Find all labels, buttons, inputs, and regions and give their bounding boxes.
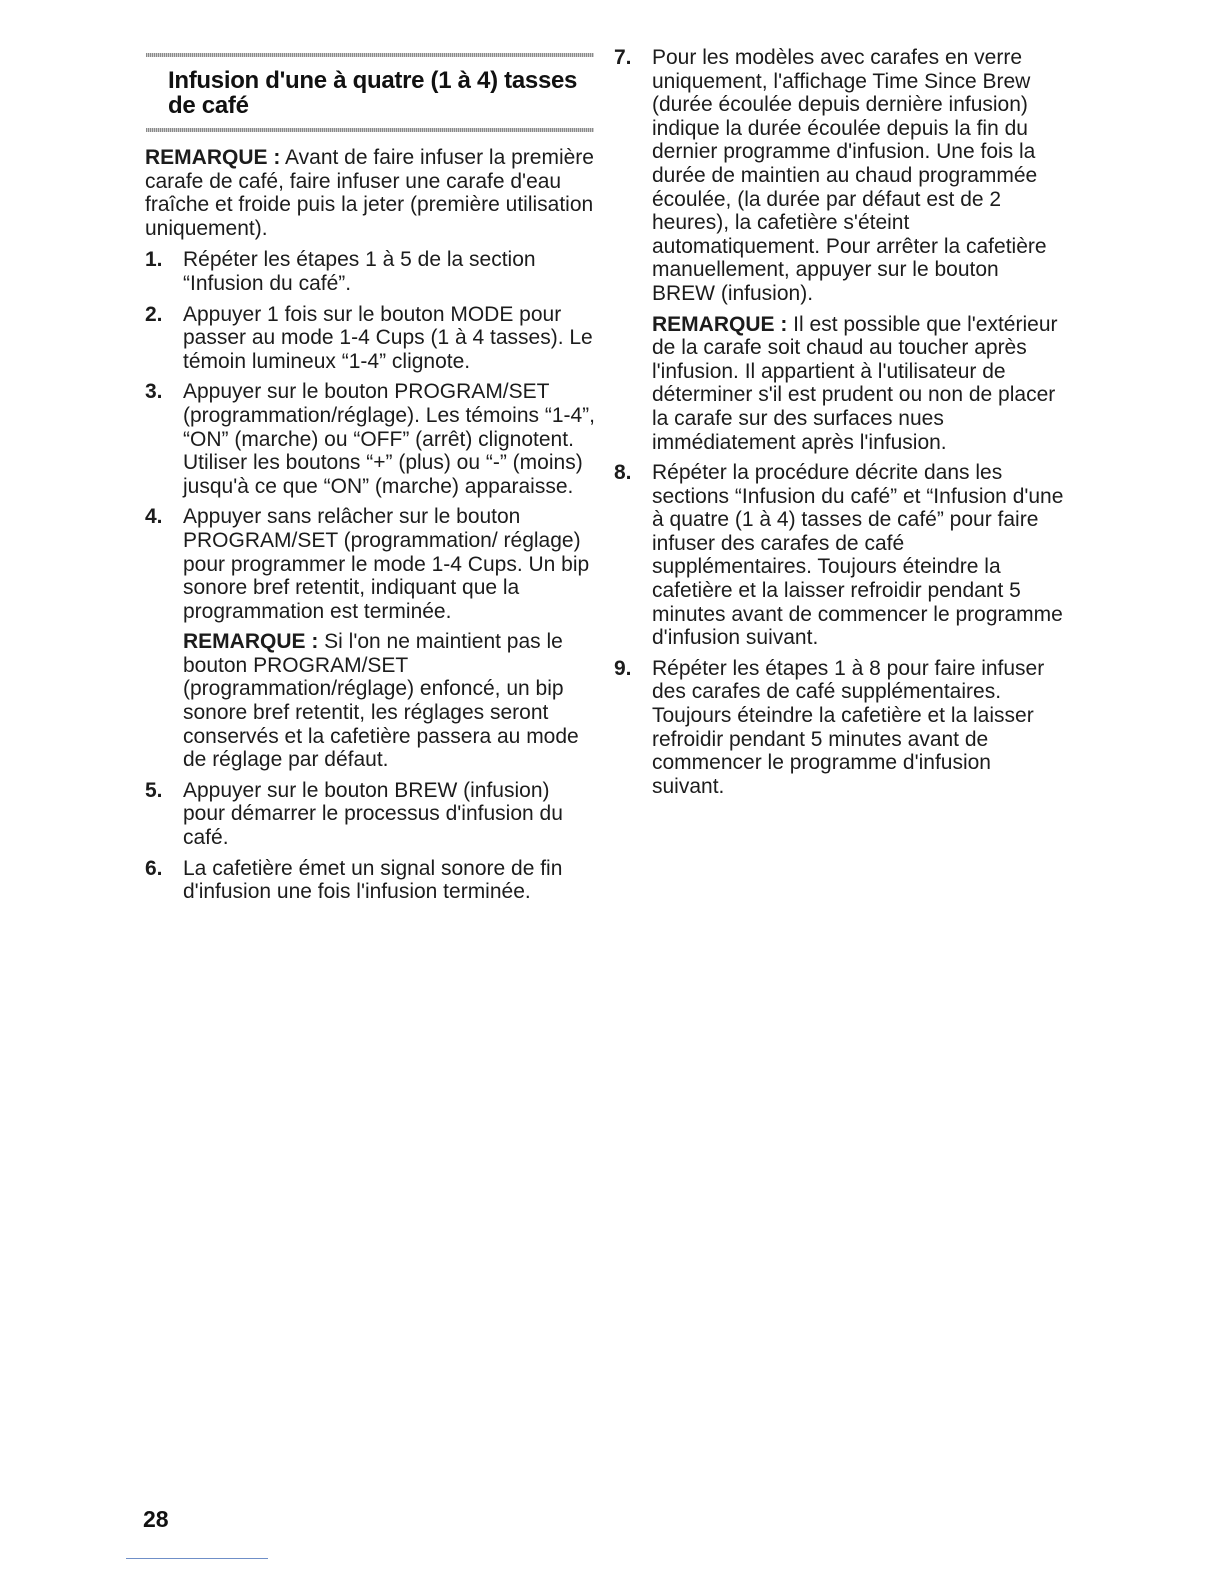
step-note [652,313,1066,455]
step-text: Répéter la procédure décrite dans les sections “Infusion du café” et “Infusion d'une à quatre (1 à 4) tasses de café” pour faire infuser des carafes de café supplémentaires. Toujours éteindre la cafetière et la laisser refroidir pendant 5 minutes avant de commencer le programme d'infusion suivant. [652,461,1064,650]
intro-note [145,146,597,240]
page-number: 28 [143,1506,169,1532]
step-number: 1. [145,248,163,272]
step-6 [145,857,597,904]
step-8 [614,461,1066,650]
step-7 [614,46,1066,454]
step-number: 4. [145,505,163,529]
heading-rule-bottom [146,128,594,132]
step-text: La cafetière émet un signal sonore de fin d'infusion une fois l'infusion terminée. [183,856,563,904]
step-2 [145,303,597,374]
step-note-text: Il est possible que l'extérieur de la carafe soit chaud au toucher après l'infusion. Il appartient à l'utilisateur de déterminer s'il est prudent ou non de placer la carafe sur des surfaces nues immédiatement après l'infusion. [652,312,1058,454]
step-text: Répéter les étapes 1 à 5 de la section “Infusion du café”. [183,248,536,295]
step-4 [145,505,597,772]
step-9 [614,657,1066,799]
step-number: 5. [145,778,163,802]
intro-note-label: REMARQUE : [145,146,281,169]
step-1 [145,248,597,295]
footer-rule [126,1558,268,1559]
step-5 [145,779,597,850]
step-number: 8. [614,461,632,485]
heading-rule-top [146,53,594,57]
step-note [183,630,597,772]
step-note-label: REMARQUE : [652,312,788,336]
step-text: Répéter les étapes 1 à 8 pour faire infuser des carafes de café supplémentaires. Toujours éteindre la cafetière et la laisser refroidir pendant 5 minutes avant de commencer le programme d'infusion suivant. [652,656,1045,798]
step-note-text: Si l'on ne maintient pas le bouton PROGRAM/SET (programmation/réglage) enfoncé, un bip sonore bref retentit, les réglages seront conservés et la cafetière passera au mode de réglage par défaut. [183,630,579,772]
step-text: Appuyer sur le bouton BREW (infusion) pour démarrer le processus d'infusion du café. [183,778,563,850]
step-text: Pour les modèles avec carafes en verre uniquement, l'affichage Time Since Brew (durée écoulée depuis dernière infusion) indique la durée écoulée depuis la fin du dernier programme d'infusion. Une fois la durée de maintien au chaud programmée écoulée, (la durée par défaut est de 2 heures), la cafetière s'éteint automatiquement. Pour arrêter la cafetière manuellement, appuyer sur le bouton BREW (infusion). [652,46,1047,305]
intro-note-text: Avant de faire infuser la première carafe de café, faire infuser une carafe d'eau fraîche et froide puis la jeter (première utilisation uniquement). [145,146,594,240]
step-number: 9. [614,656,632,680]
right-column [614,46,1066,805]
step-number: 2. [145,302,163,326]
step-number: 6. [145,856,163,880]
step-text: Appuyer sans relâcher sur le bouton PROGRAM/SET (programmation/ réglage) pour programmer le mode 1-4 Cups. Un bip sonore bref retentit, indiquant que la programmation est terminée. [183,505,590,623]
step-text: Appuyer 1 fois sur le bouton MODE pour passer au mode 1-4 Cups (1 à 4 tasses). Le témoin lumineux “1-4” clignote. [183,302,593,373]
step-3 [145,380,597,498]
step-number: 3. [145,380,163,404]
section-heading: Infusion d'une à quatre (1 à 4) tasses de café [168,67,578,119]
step-number: 7. [614,46,632,69]
left-column [145,146,597,911]
step-text: Appuyer sur le bouton PROGRAM/SET (programmation/réglage). Les témoins “1-4”, “ON” (marche) ou “OFF” (arrêt) clignotent. Utiliser les boutons “+” (plus) ou “-” (moins) jusqu'à ce que “ON” (marche) apparaisse. [183,380,596,498]
step-note-label: REMARQUE : [183,630,319,654]
